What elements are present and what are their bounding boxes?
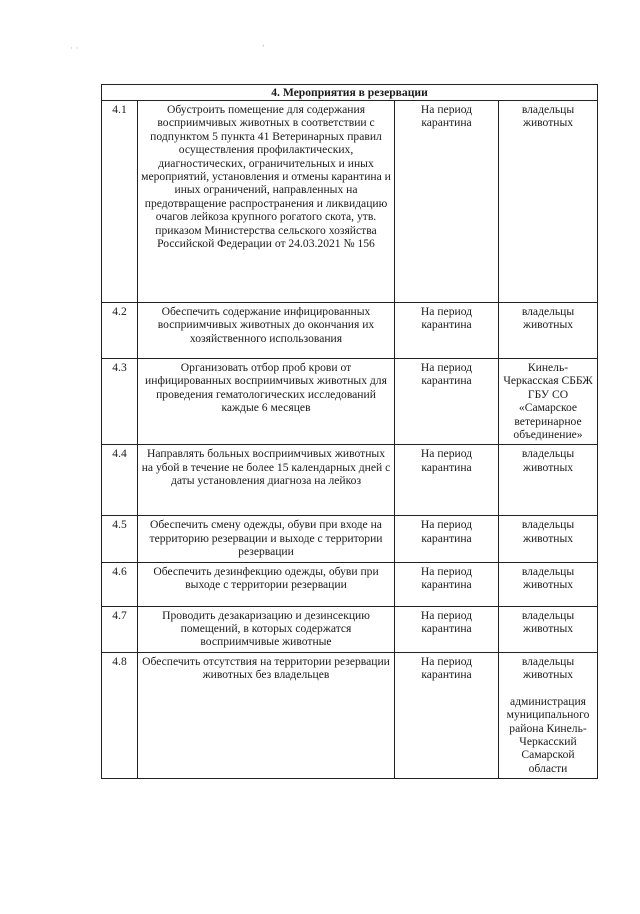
row-responsible: [499, 516, 598, 562]
row-action: Направлять больных восприимчивых животных на убой в течение не более 15 календарных дней с даты установления диагноза на лейкоз: [138, 445, 395, 516]
row-period: На период карантина: [395, 445, 499, 516]
row-number: 4.6: [102, 562, 138, 606]
row-action: Обустроить помещение для содержания восприимчивых животных в соответствии с подпунктом 5 пункта 41 Ветеринарных правил осуществления профилактических, диагностических, ограничительных и иных мероприятий, установления и отмены карантина и иных ограничений, направленных на предотвращение распространения и ликвидацию очагов лейкоза крупного рогатого скота, утв. приказом Министерства сельского хозяйства Российской Федерации от 24.03.2021 № 156: [138, 101, 395, 303]
row-period: На период карантина: [395, 303, 499, 359]
table-row: [102, 359, 598, 445]
table-row: [102, 516, 598, 562]
responsible-party: владельцы животных: [521, 608, 575, 636]
spacer: [502, 682, 594, 695]
row-responsible: [499, 101, 598, 303]
table-row: [102, 606, 598, 652]
row-number: 4.7: [102, 606, 138, 652]
row-responsible: [499, 562, 598, 606]
responsible-party: владельцы животных: [521, 447, 575, 474]
responsible-party: владельцы животных: [521, 564, 575, 592]
row-period: На период карантина: [395, 516, 499, 562]
section-title: 4. Мероприятия в резервации: [102, 85, 598, 101]
responsible-party: владельцы животных: [521, 103, 575, 130]
row-responsible: [499, 359, 598, 445]
scan-artifact: ': [262, 44, 265, 54]
row-period: На период карантина: [395, 101, 499, 303]
row-action: Обеспечить дезинфекцию одежды, обуви при выходе с территории резервации: [138, 562, 395, 606]
row-number: 4.2: [102, 303, 138, 359]
table-row: [102, 652, 598, 778]
section-header-row: [102, 85, 598, 101]
row-number: 4.4: [102, 445, 138, 516]
row-responsible: [499, 445, 598, 516]
row-period: На период карантина: [395, 359, 499, 445]
row-action: Обеспечить содержание инфицированных восприимчивых животных до окончания их хозяйственного использования: [138, 303, 395, 359]
row-action: Обеспечить смену одежды, обуви при входе на территорию резервации и выходе с территории резервации: [138, 516, 395, 562]
row-period: На период карантина: [395, 652, 499, 778]
measures-table: [101, 84, 598, 779]
row-responsible: [499, 303, 598, 359]
scan-artifact: · ·: [70, 44, 79, 54]
row-period: На период карантина: [395, 562, 499, 606]
table-row: [102, 562, 598, 606]
row-number: 4.3: [102, 359, 138, 445]
row-responsible: [499, 606, 598, 652]
table-row: [102, 303, 598, 359]
table-row: [102, 101, 598, 303]
responsible-party: администрация муниципального района Кинель-Черкасский Самарской области: [506, 694, 590, 775]
row-action: Обеспечить отсутствия на территории резервации животных без владельцев: [138, 652, 395, 778]
table-row: [102, 445, 598, 516]
document-table-container: [101, 84, 597, 779]
row-responsible: [499, 652, 598, 778]
row-number: 4.1: [102, 101, 138, 303]
row-number: 4.8: [102, 652, 138, 778]
table-body: [102, 101, 598, 779]
responsible-party: владельцы животных: [521, 305, 575, 332]
row-number: 4.5: [102, 516, 138, 562]
responsible-party: владельцы животных: [521, 518, 575, 545]
row-period: На период карантина: [395, 606, 499, 652]
row-action: Проводить дезакаризацию и дезинсекцию помещений, в которых содержатся восприимчивые животные: [138, 606, 395, 652]
responsible-party: владельцы животных: [521, 654, 575, 682]
row-action: Организовать отбор проб крови от инфицированных восприимчивых животных для проведения гематологических исследований каждые 6 месяцев: [138, 359, 395, 445]
responsible-party: Кинель-Черкасская СББЖ ГБУ СО «Самарское ветеринарное объединение»: [503, 361, 593, 442]
